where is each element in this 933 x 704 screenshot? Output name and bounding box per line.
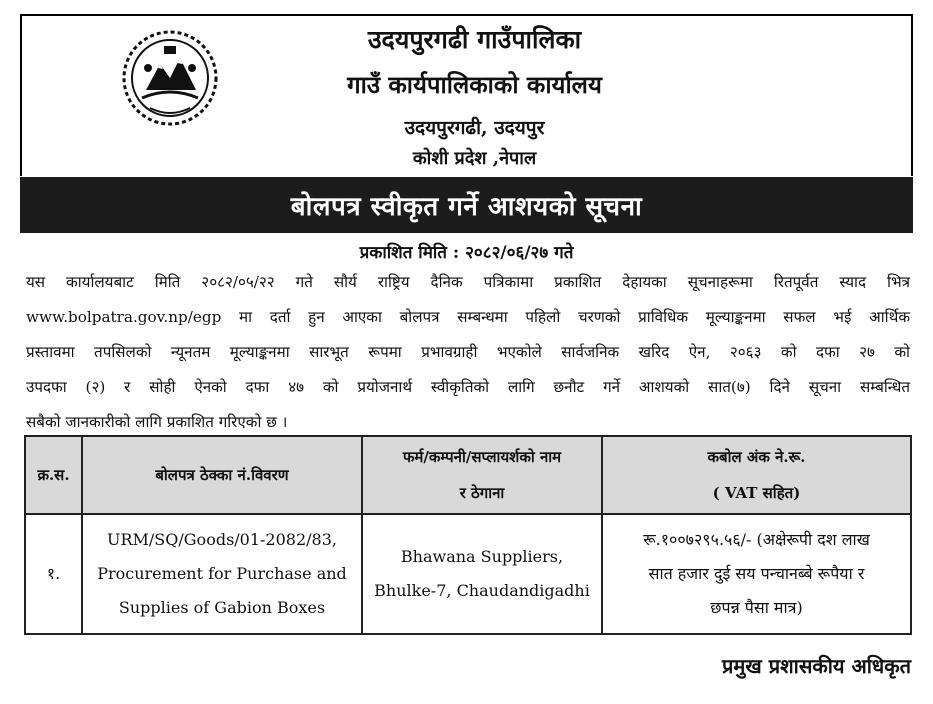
body-line-4: उपदफा (२) र सोही ऐनको दफा ४७ को प्रयोजनार्थ स्वीकृतिको लागि छनौट गर्ने आशयको सात(७) दिने सूचना सम्बन्धित xyxy=(26,378,910,396)
body-line-3: प्रस्तावमा तपसिलको न्यूनतम मूल्याङ्कनमा सारभूत रूपमा प्रभावग्राही भएकोले सार्वजनिक खरिद ऐन, २०६३ को दफा २७ को xyxy=(26,343,910,361)
notice-title-banner xyxy=(20,177,913,233)
row-firm xyxy=(362,514,602,634)
municipality-name: उदयपुरगढी गाउँपालिका xyxy=(367,25,582,54)
header-sn: क्र.स. xyxy=(25,436,82,514)
row-amount xyxy=(602,514,911,634)
header-firm xyxy=(362,436,602,514)
table-header-row xyxy=(25,436,911,514)
header-amount xyxy=(602,436,911,514)
signatory-title: प्रमुख प्रशासकीय अधिकृत xyxy=(722,654,911,678)
header-amount-line1: कबोल अंक ने.रू. xyxy=(707,448,806,466)
firm-line2: Bhulke-7, Chaudandigadhi xyxy=(374,581,590,600)
row-sn: १. xyxy=(25,514,82,634)
row-contract xyxy=(82,514,362,634)
body-line-2: www.bolpatra.gov.np/egp मा दर्ता हुन आएका बोलपत्र सम्बन्धमा पहिलो चरणको प्राविधिक मूल्याङ्कनमा सफल भई आर्थिक xyxy=(26,308,910,326)
header-amount-line2: ( VAT सहित) xyxy=(712,484,801,502)
header-firm-line2: र ठेगाना xyxy=(459,484,505,502)
province-country: कोशी प्रदेश ,नेपाल xyxy=(412,148,537,169)
body-line-5: सबैको जानकारीको लागि प्रकाशित गरिएको छ । xyxy=(26,413,288,431)
firm-line1: Bhawana Suppliers, xyxy=(400,547,564,566)
contract-line2: Procurement for Purchase and xyxy=(97,564,347,583)
header-contract: बोलपत्र ठेक्का नं.विवरण xyxy=(82,436,362,514)
body-line-1: यस कार्यालयबाट मिति २०८२/०५/२२ गते सौर्य राष्ट्रिय दैनिक पत्रिकामा प्रकाशित देहायका सूचनाहरूमा रितपूर्वत स्याद भित्र xyxy=(26,273,910,291)
header-firm-line1: फर्म/कम्पनी/सप्लायर्शको नाम xyxy=(402,448,562,466)
published-date: प्रकाशित मिति : २०८२/०६/२७ गते xyxy=(359,243,574,263)
office-address: उदयपुरगढी, उदयपुर xyxy=(404,117,545,139)
amount-line2: सात हजार दुई सय पन्चानब्बे रूपैया र xyxy=(648,564,865,583)
contract-line1: URM/SQ/Goods/01-2082/83, xyxy=(107,530,337,549)
amount-line1: रू.१००७२९५.५६/- (अक्षेरूपी दश लाख xyxy=(643,530,870,549)
notice-title: बोलपत्र स्वीकृत गर्ने आशयको सूचना xyxy=(290,192,643,222)
office-name: गाउँ कार्यपालिकाको कार्यालय xyxy=(347,70,602,99)
amount-line3: छपन्न पैसा मात्र) xyxy=(710,598,803,617)
table-row xyxy=(25,514,911,634)
contract-line3: Supplies of Gabion Boxes xyxy=(118,598,326,617)
award-table xyxy=(24,435,912,635)
